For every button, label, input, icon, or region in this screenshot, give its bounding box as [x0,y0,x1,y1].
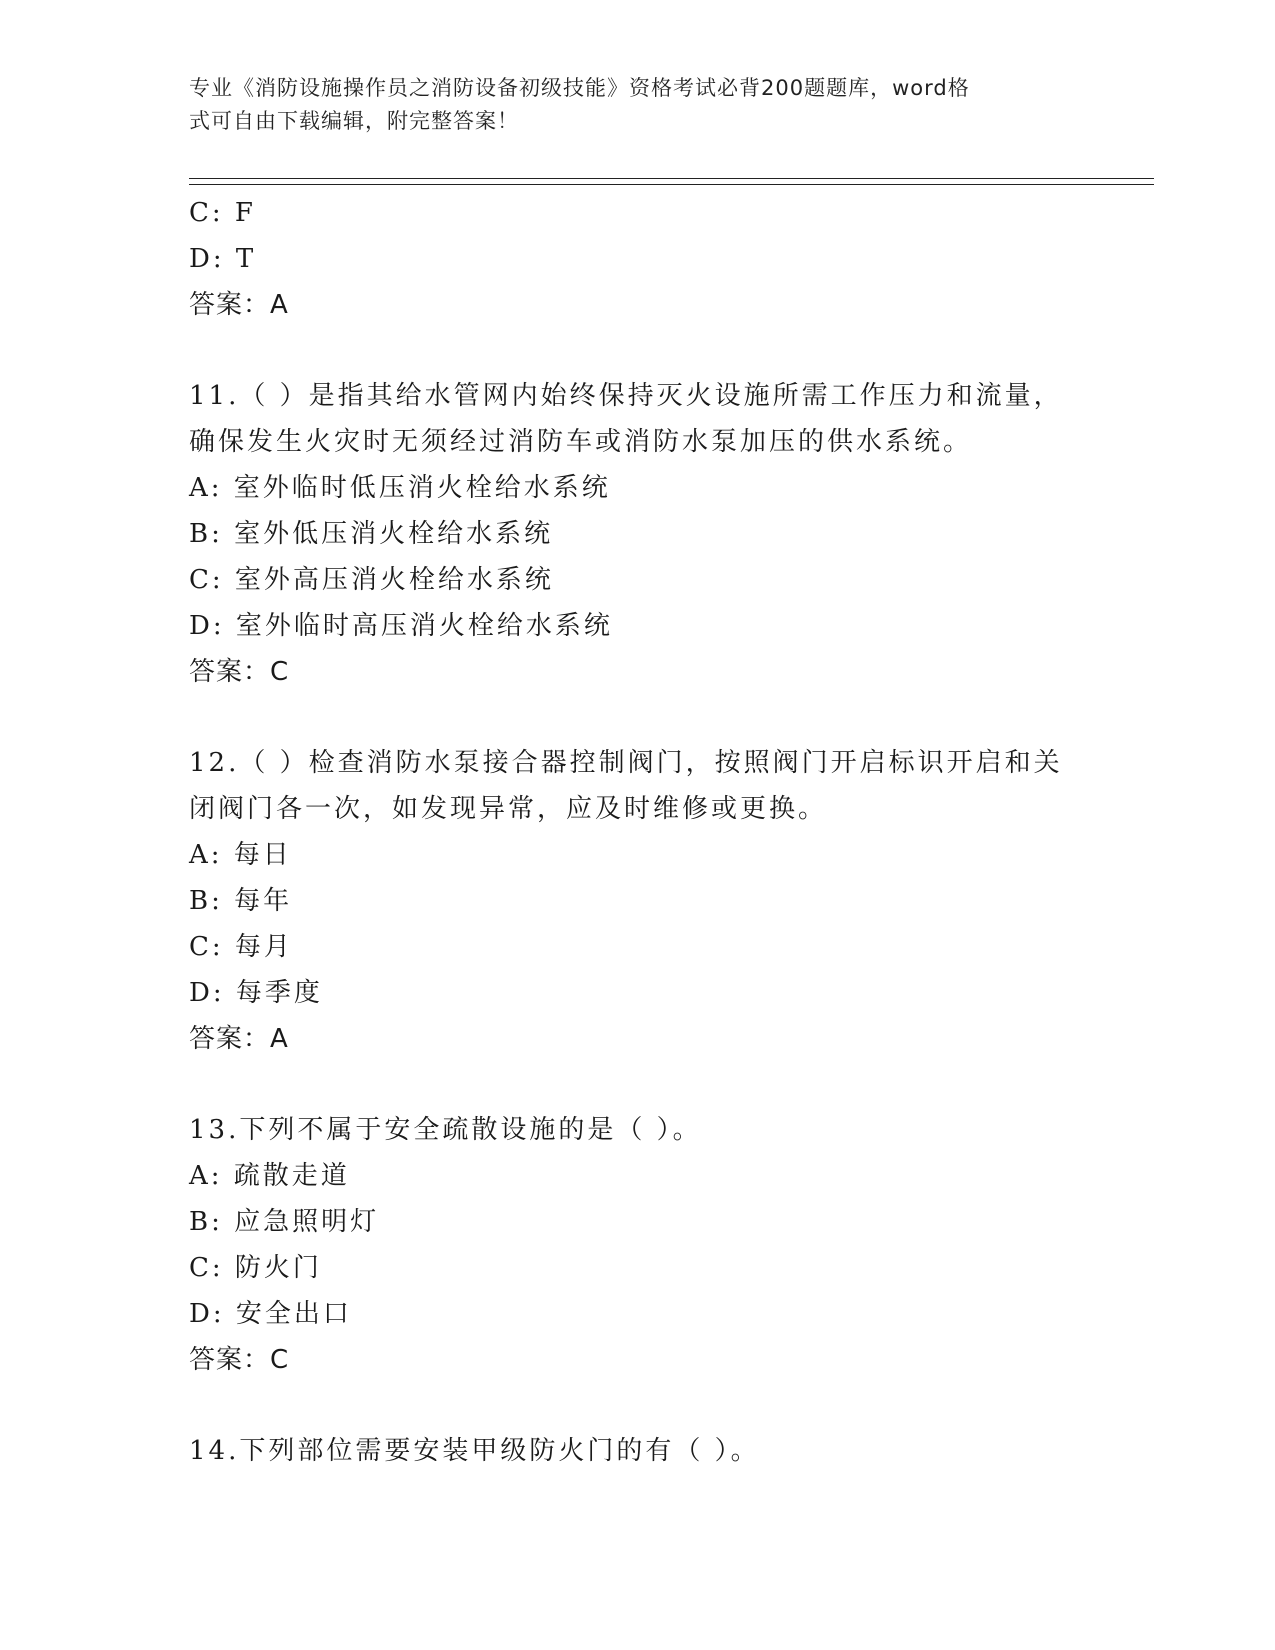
document-header [189,72,1089,138]
question-block-11 [189,373,1149,695]
spacer [189,1383,1149,1428]
question-text: 11.（ ）是指其给水管网内始终保持灭火设施所需工作压力和流量， [189,381,1063,411]
option-b: B: 室外低压消火栓给水系统 [189,519,554,549]
option-d: D: 安全出口 [189,1299,352,1329]
question-list [189,190,1149,1474]
answer-label: 答案：C [189,657,290,687]
option-a: A: 每日 [189,840,292,870]
option-d: D: 室外临时高压消火栓给水系统 [189,611,613,641]
option-c: C: 室外高压消火栓给水系统 [189,565,554,595]
question-text: 12.（ ）检查消防水泵接合器控制阀门，按照阀门开启标识开启和关 [189,748,1063,778]
option-a: A: 室外临时低压消火栓给水系统 [189,473,611,503]
spacer [189,328,1149,373]
question-text: 14.下列部位需要安装甲级防火门的有（ ）。 [189,1436,760,1466]
question-block-13 [189,1107,1149,1383]
question-text-continued: 闭阀门各一次，如发现异常，应及时维修或更换。 [189,794,828,824]
option-c: C: 防火门 [189,1253,322,1283]
option-a: A: 疏散走道 [189,1161,350,1191]
option-b: B: 应急照明灯 [189,1207,380,1237]
question-block-12 [189,740,1149,1062]
header-divider-top [189,178,1154,179]
option-b: B: 每年 [189,886,293,916]
answer-label: 答案：C [189,1345,290,1375]
answer-label: 答案：A [189,1024,289,1054]
question-block-14 [189,1428,1149,1474]
question-block-previous [189,190,1149,328]
spacer [189,1062,1149,1107]
option-c: C: F [189,198,256,228]
question-text-continued: 确保发生火灾时无须经过消防车或消防水泵加压的供水系统。 [189,427,973,457]
header-line-2: 式可自由下载编辑，附完整答案！ [189,109,519,133]
option-c: C: 每月 [189,932,293,962]
option-d: D: T [189,244,257,274]
spacer [189,695,1149,740]
header-divider-bottom [189,184,1154,185]
question-text: 13.下列不属于安全疏散设施的是（ ）。 [189,1115,702,1145]
header-line-1: 专业《消防设施操作员之消防设备初级技能》资格考试必背200题题库，word格 [189,76,970,100]
answer-label: 答案：A [189,290,289,320]
option-d: D: 每季度 [189,978,323,1008]
